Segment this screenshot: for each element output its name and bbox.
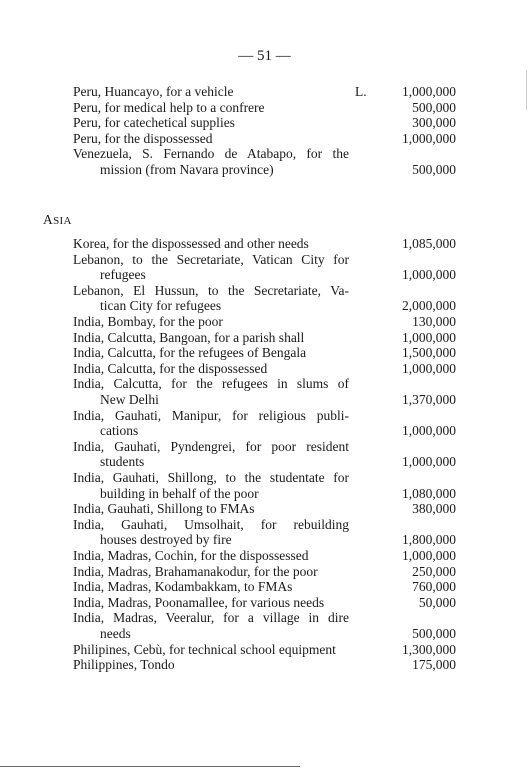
entry-line: India, Madras, Veeralur, for a village in dire bbox=[73, 610, 349, 626]
entry-description bbox=[73, 361, 349, 377]
entry-line-continued: tican City for refugees bbox=[100, 298, 222, 314]
ledger-entry bbox=[73, 610, 456, 641]
entry-line: India, Madras, Brahamanakodur, for the poor bbox=[73, 563, 318, 579]
entry-amount: 1,000,000 bbox=[402, 423, 456, 439]
entry-description bbox=[73, 115, 349, 131]
entry-line: Peru, for medical help to a confrere bbox=[73, 99, 265, 115]
ledger-entry bbox=[73, 361, 456, 377]
ledger-entry bbox=[73, 517, 456, 548]
ledger-entry bbox=[73, 408, 456, 439]
entry-amount: 380,000 bbox=[412, 501, 456, 517]
entry-line: India, Calcutta, for the refugees in slums of bbox=[73, 376, 349, 392]
section-heading-initial: A bbox=[43, 212, 54, 227]
entry-amount: 1,800,000 bbox=[402, 532, 456, 548]
entry-line: Lebanon, to the Secretariate, Vatican City for bbox=[73, 251, 349, 267]
entry-line-continued: needs bbox=[100, 625, 131, 641]
entry-line-continued: houses destroyed by fire bbox=[100, 532, 232, 548]
ledger-entry bbox=[73, 376, 456, 407]
entry-amount: 1,300,000 bbox=[402, 641, 456, 657]
ledger-entry bbox=[73, 84, 456, 100]
entry-description bbox=[73, 610, 349, 641]
entry-line: India, Gauhati, Umsolhait, for rebuilding bbox=[73, 516, 349, 532]
ledger-entry bbox=[73, 345, 456, 361]
entry-description bbox=[73, 501, 349, 517]
entry-amount: 500,000 bbox=[412, 99, 456, 115]
entry-line: Peru, for catechetical supplies bbox=[73, 115, 235, 131]
entry-amount: 1,000,000 bbox=[402, 548, 456, 563]
entry-line: Philipines, Cebù, for technical school equipment bbox=[73, 641, 336, 657]
ledger-entry bbox=[73, 642, 456, 658]
entry-line: Lebanon, El Hussun, to the Secretariate, Va- bbox=[73, 282, 349, 298]
entry-description bbox=[73, 564, 349, 580]
entry-line: Philippines, Tondo bbox=[73, 657, 175, 673]
entry-description bbox=[73, 100, 349, 116]
ledger-entry bbox=[73, 470, 456, 501]
entry-line: India, Calcutta, for the dispossessed bbox=[73, 360, 268, 376]
ledger-entry bbox=[73, 236, 456, 252]
entry-description bbox=[73, 131, 349, 147]
entry-description bbox=[73, 595, 349, 611]
ledger-entry bbox=[73, 548, 456, 564]
ledger-entry bbox=[73, 100, 456, 116]
entry-description bbox=[73, 579, 349, 595]
page-number: — 51 — bbox=[238, 48, 291, 64]
entry-amount: 500,000 bbox=[412, 625, 456, 641]
entry-description bbox=[73, 408, 349, 439]
entry-amount: 1,370,000 bbox=[402, 391, 456, 407]
entry-line: India, Gauhati, Shillong, to the studentate for bbox=[73, 470, 349, 485]
entry-description bbox=[73, 236, 349, 252]
entry-amount: 2,000,000 bbox=[402, 298, 456, 314]
entry-line: India, Gauhati, Manipur, for religious publi- bbox=[73, 407, 349, 423]
ledger-entry bbox=[73, 595, 456, 611]
entry-amount: 300,000 bbox=[412, 115, 456, 131]
entry-description bbox=[73, 283, 349, 314]
entry-amount: 1,080,000 bbox=[402, 485, 456, 501]
entry-amount: 130,000 bbox=[412, 314, 456, 329]
entry-description bbox=[73, 642, 349, 658]
entry-line-continued: refugees bbox=[100, 267, 146, 283]
ledger-entry bbox=[73, 657, 456, 673]
ledger-entry bbox=[73, 131, 456, 147]
entry-line: Venezuela, S. Fernando de Atabapo, for the bbox=[73, 146, 349, 162]
section-heading-asia bbox=[43, 212, 72, 228]
entry-amount: 1,500,000 bbox=[402, 345, 456, 361]
entry-line-continued: cations bbox=[100, 423, 139, 439]
entry-amount: 50,000 bbox=[418, 594, 456, 610]
entry-amount: 500,000 bbox=[412, 161, 456, 177]
entry-amount: 1,000,000 bbox=[402, 329, 456, 345]
entry-description bbox=[73, 470, 349, 501]
entry-description bbox=[73, 657, 349, 673]
bottom-rule bbox=[0, 766, 300, 767]
ledger-entry bbox=[73, 501, 456, 517]
entry-line: India, Madras, Kodambakkam, to FMAs bbox=[73, 579, 293, 595]
entry-description bbox=[73, 84, 349, 100]
entry-description bbox=[73, 314, 349, 330]
entry-description bbox=[73, 439, 349, 470]
entry-description bbox=[73, 345, 349, 361]
entry-description bbox=[73, 548, 349, 564]
entry-line: Peru, Huancayo, for a vehicle bbox=[73, 84, 234, 99]
entry-line-continued: New Delhi bbox=[100, 391, 159, 407]
entry-amount: 1,085,000 bbox=[402, 236, 456, 251]
entry-amount: 175,000 bbox=[412, 657, 456, 673]
entry-description bbox=[73, 517, 349, 548]
entry-amount: 1,000,000 bbox=[402, 130, 456, 146]
entry-line: India, Gauhati, Pyndengrei, for poor resident bbox=[73, 438, 349, 454]
page-edge-rule bbox=[526, 70, 527, 110]
entry-line: India, Gauhati, Shillong to FMAs bbox=[73, 501, 255, 517]
entry-line-continued: building in behalf of the poor bbox=[100, 485, 259, 501]
entry-line: India, Madras, Poonamallee, for various needs bbox=[73, 594, 325, 610]
entry-line: India, Madras, Cochin, for the dispossessed bbox=[73, 548, 309, 563]
ledger-entry bbox=[73, 314, 456, 330]
entry-line: Korea, for the dispossessed and other needs bbox=[73, 236, 309, 251]
entry-line-continued: students bbox=[100, 454, 145, 470]
entry-description bbox=[73, 146, 349, 177]
entry-description bbox=[73, 252, 349, 283]
entry-amount: 760,000 bbox=[412, 579, 456, 595]
entry-amount: 250,000 bbox=[412, 563, 456, 579]
ledger-entry bbox=[73, 283, 456, 314]
entry-amount: 1,000,000 bbox=[402, 454, 456, 470]
ledger-entry bbox=[73, 330, 456, 346]
entry-currency: L. bbox=[355, 84, 367, 99]
section-heading-rest: SIA bbox=[53, 215, 72, 227]
entry-description bbox=[73, 376, 349, 407]
ledger-entry bbox=[73, 115, 456, 131]
entry-amount: 1,000,000 bbox=[402, 84, 456, 99]
ledger-entry bbox=[73, 146, 456, 177]
entry-amount: 1,000,000 bbox=[402, 267, 456, 283]
entry-amount: 1,000,000 bbox=[402, 360, 456, 376]
entry-line: Peru, for the dispossessed bbox=[73, 130, 213, 146]
entry-line: India, Calcutta, for the refugees of Bengala bbox=[73, 345, 307, 361]
ledger-entry bbox=[73, 564, 456, 580]
entry-description bbox=[73, 330, 349, 346]
ledger-entry bbox=[73, 579, 456, 595]
entry-line: India, Bombay, for the poor bbox=[73, 314, 223, 329]
entry-line: India, Calcutta, Bangoan, for a parish shall bbox=[73, 329, 305, 345]
ledger-entry bbox=[73, 252, 456, 283]
entry-line-continued: mission (from Navara province) bbox=[100, 161, 274, 177]
ledger-entry bbox=[73, 439, 456, 470]
